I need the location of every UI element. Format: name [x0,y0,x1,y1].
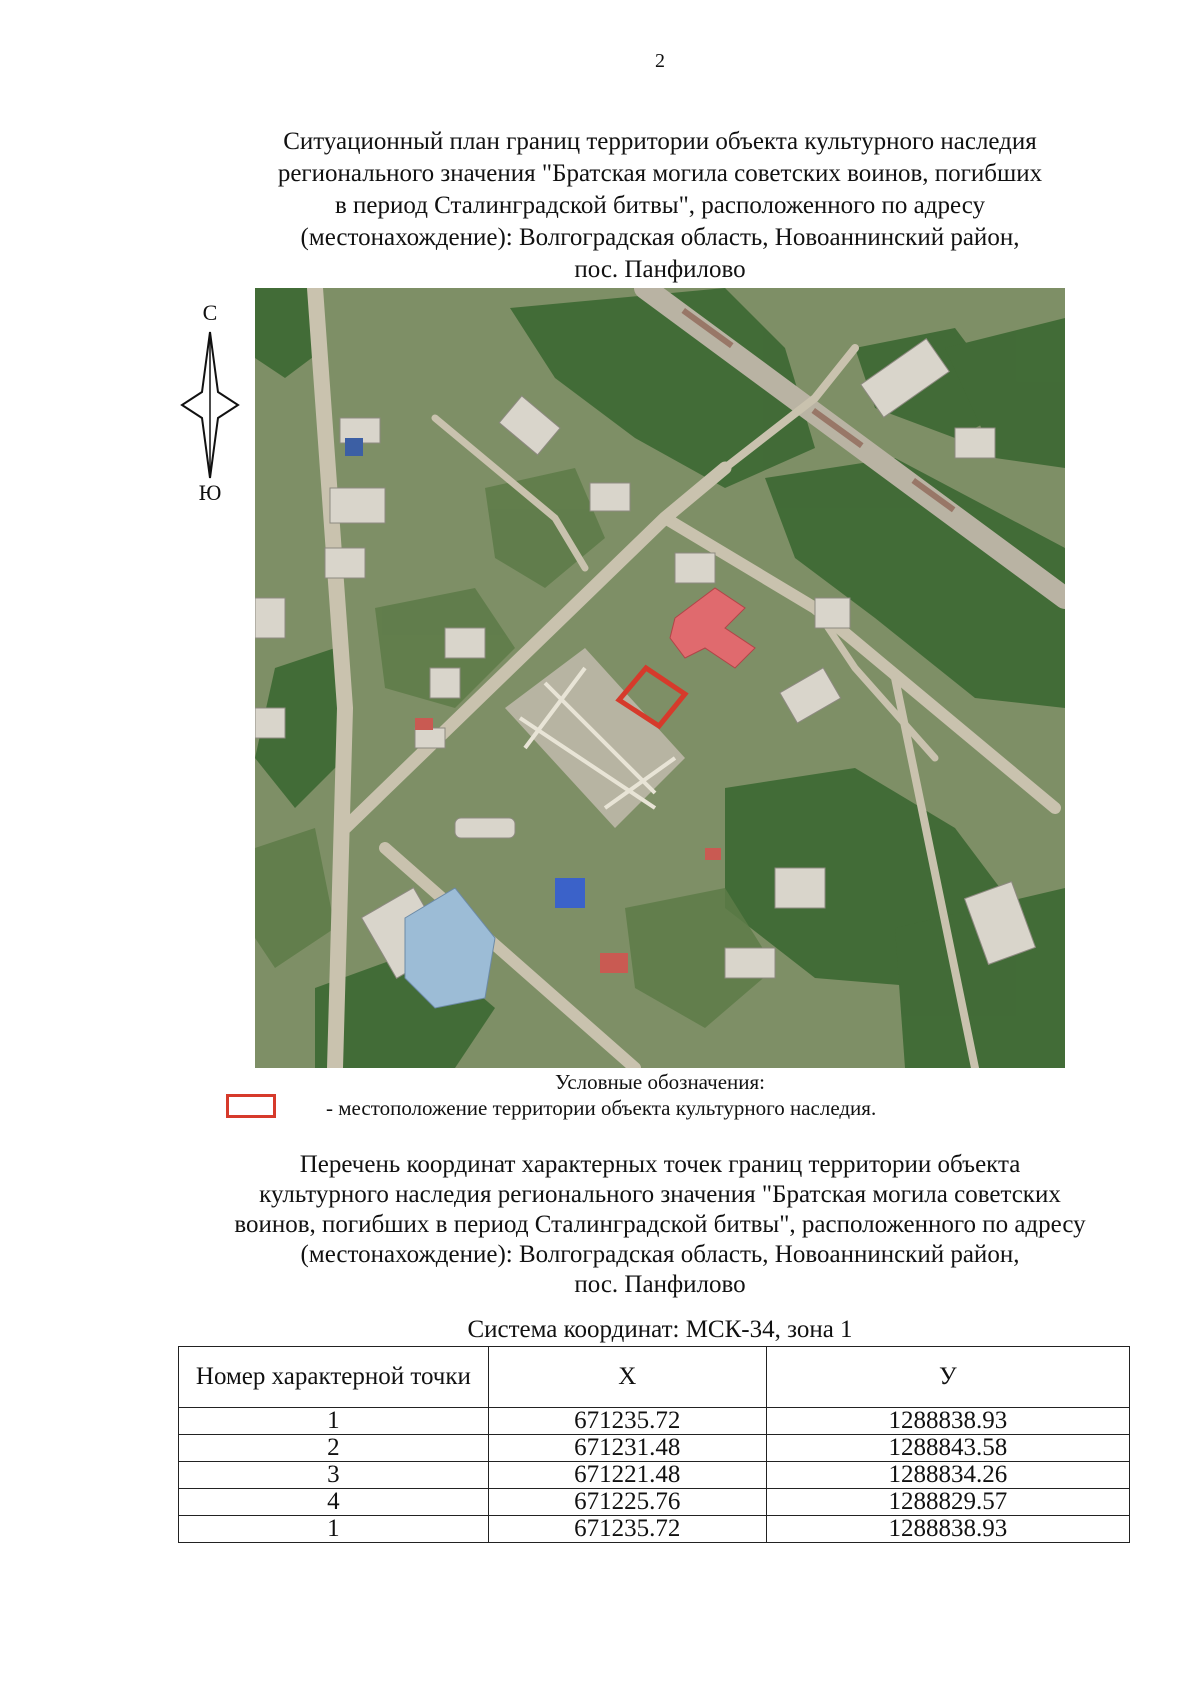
list-title [170,1150,1150,1300]
legend-title: Условные обозначения: [554,1070,766,1094]
x-value: 671221.48 [488,1462,766,1489]
point-number: 4 [179,1489,489,1516]
plan-title-line: Ситуационный план границ территории объекта культурного наследия [283,128,1037,155]
table-header-row [179,1347,1130,1408]
legend-marker [226,1094,276,1118]
y-value: 1288834.26 [766,1462,1129,1489]
list-title-line: воинов, погибших в период Сталинградской битвы", расположенного по адресу [234,1211,1086,1238]
table-row [179,1516,1130,1543]
satellite-image [255,288,1065,1068]
plan-title-line: регионального значения "Братская могила советских воинов, погибших [277,160,1043,187]
header-x: X [488,1347,766,1408]
point-number: 1 [179,1408,489,1435]
compass-icon [180,330,240,480]
list-title-line: Перечень координат характерных точек границ территории объекта [299,1151,1021,1178]
x-value: 671235.72 [488,1516,766,1543]
y-value: 1288843.58 [766,1435,1129,1462]
table-row [179,1435,1130,1462]
table-row [179,1489,1130,1516]
x-value: 671231.48 [488,1435,766,1462]
coordinates-table [178,1346,1130,1543]
header-y: У [766,1347,1129,1408]
y-value: 1288838.93 [766,1516,1129,1543]
point-number: 1 [179,1516,489,1543]
plan-title-line: в период Сталинградской битвы", расположенного по адресу [335,192,985,219]
plan-title-line: пос. Панфилово [574,256,746,283]
compass-south-label: Ю [198,480,222,505]
point-number: 2 [179,1435,489,1462]
legend-item-text: - местоположение территории объекта культурного наследия. [326,1096,877,1120]
point-number: 3 [179,1462,489,1489]
page-number: 2 [655,50,665,72]
compass-north-label: С [202,300,218,325]
list-title-line: (местонахождение): Волгоградская область, Новоаннинский район, [300,1241,1020,1268]
x-value: 671235.72 [488,1408,766,1435]
list-title-line: пос. Панфилово [574,1271,746,1298]
satellite-map [255,288,1065,1068]
north-arrow [180,300,240,510]
table-row [179,1408,1130,1435]
plan-title-line: (местонахождение): Волгоградская область, Новоаннинский район, [300,224,1020,251]
y-value: 1288829.57 [766,1489,1129,1516]
y-value: 1288838.93 [766,1408,1129,1435]
table-row [179,1462,1130,1489]
x-value: 671225.76 [488,1489,766,1516]
list-title-line: культурного наследия регионального значения "Братская могила советских [259,1181,1061,1208]
coordinate-system: Система координат: МСК-34, зона 1 [467,1316,853,1343]
header-point-number: Номер характерной точки [179,1347,489,1408]
plan-title [180,126,1140,286]
